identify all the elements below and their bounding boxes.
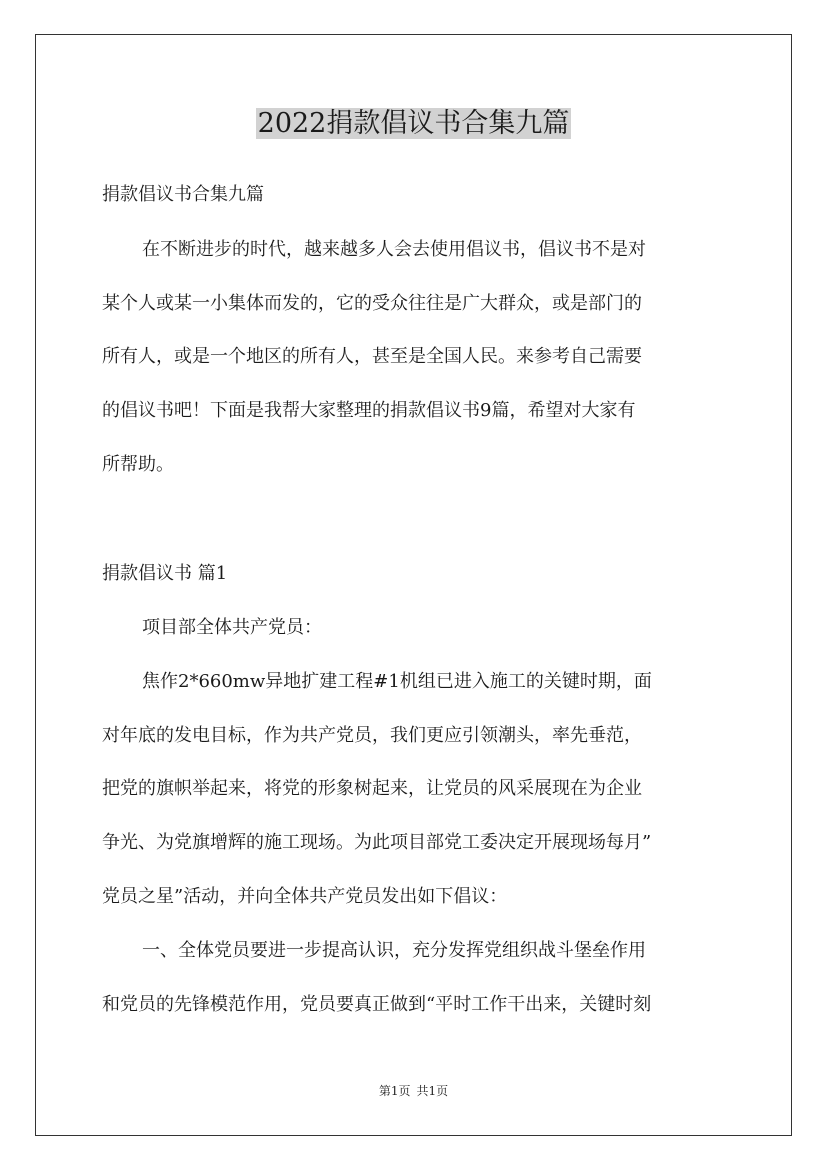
body-line-1: 焦作2*660mw异地扩建工程#1机组已进入施工的关键时期，面 <box>142 671 652 692</box>
salutation-line: 项目部全体共产党员： <box>142 617 322 638</box>
intro-line-3: 所有人，或是一个地区的所有人，甚至是全国人民。来参考自己需要 <box>102 346 642 367</box>
body-line-2: 对年底的发电目标，作为共产党员，我们更应引领潮头，率先垂范， <box>102 725 642 746</box>
page-current: 第1页 <box>378 1084 411 1098</box>
intro-line-5: 所帮助。 <box>102 454 174 475</box>
section-heading: 捐款倡议书 篇1 <box>102 563 228 584</box>
intro-line-2: 某个人或某一小集体而发的，它的受众往往是广大群众，或是部门的 <box>102 293 642 314</box>
body-line-7: 和党员的先锋模范作用，党员要真正做到“平时工作干出来，关键时刻 <box>102 994 652 1015</box>
body-line-6: 一、全体党员要进一步提高认识，充分发挥党组织战斗堡垒作用 <box>142 940 646 961</box>
subtitle-line: 捐款倡议书合集九篇 <box>102 184 264 205</box>
page-footer <box>0 1083 827 1099</box>
body-line-4: 争光、为党旗增辉的施工现场。为此项目部党工委决定开展现场每月” <box>102 832 652 853</box>
intro-line-4: 的倡议书吧！下面是我帮大家整理的捐款倡议书9篇，希望对大家有 <box>102 400 636 421</box>
body-line-3: 把党的旗帜举起来，将党的形象树起来，让党员的风采展现在为企业 <box>102 778 642 799</box>
body-line-5: 党员之星”活动，并向全体共产党员发出如下倡议： <box>102 886 508 907</box>
intro-line-1: 在不断进步的时代，越来越多人会去使用倡议书，倡议书不是对 <box>142 239 646 260</box>
page-total: 共1页 <box>416 1084 449 1098</box>
document-title: 2022捐款倡议书合集九篇 <box>257 108 570 139</box>
